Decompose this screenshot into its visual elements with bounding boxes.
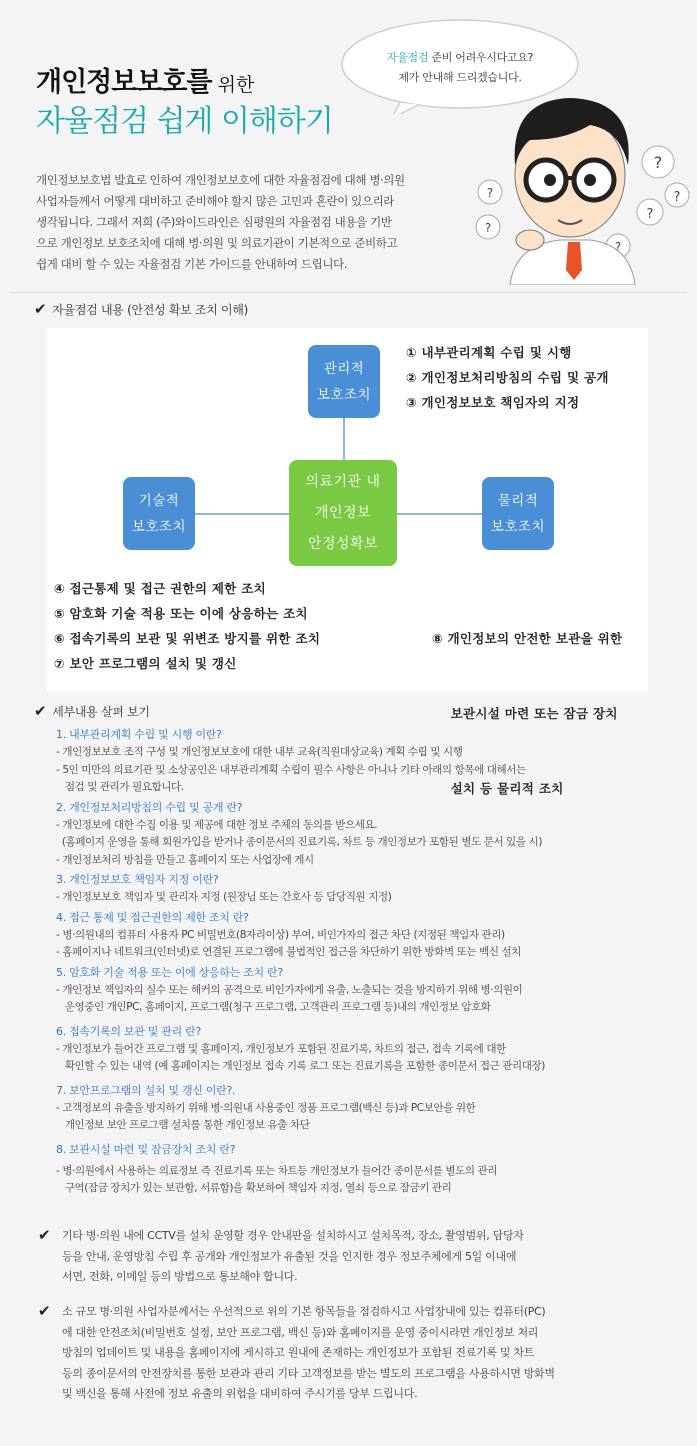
svg-text:?: ?: [484, 221, 492, 235]
checkmark-icon: ✔: [34, 702, 47, 720]
checkmark-icon: ✔: [38, 1226, 51, 1244]
detail-item: 2. 개인정보처리방침의 수립 및 공개 란? - 개인정보에 대한 수집 이용 및 제공에 대한 정보 주체의 동의를 받으세요. (홈페이지 운영을 통해 회원가입을 받거나 종이문서의 진료기록, 차트 등 개인정보가 포함된 별도 문서 있을 시) - 개인정보처리 방침을 만들고 홈페이지 또는 사업장에 게시: [56, 799, 656, 870]
list-item: ⑧ 개인정보의 안전한 보관을 위한: [432, 631, 623, 646]
svg-text:?: ?: [486, 186, 494, 200]
svg-text:?: ?: [653, 153, 663, 172]
section-title-text: 자율점검 내용 (안전성 확보 조치 이해): [52, 302, 248, 317]
cctv-note: 기타 병·의원 내에 CCTV를 설치 운영할 경우 안내판을 설치하시고 설치목적, 장소, 촬영범위, 담당자 등을 안내, 운영방침 수립 후 공개와 개인정보가 유출된 것을 인지한 경우 정보주체에게 5일 이내에 서면, 전화, 이메일 등의 방법으로 통보해야 합니다.: [62, 1229, 524, 1283]
detail-item: 5. 암호화 기술 적용 또는 이에 상응하는 조치 란? - 개인정보 책임자의 실수 또는 해커의 공격으로 비인가자에게 유출, 노출되는 것을 방지하기 위해 병·의원이 운영중인 개인PC, 홈페이지, 프로그램(청구 프로그램, 고객관리 프로그램 등)내의 개인정보 암호화: [56, 964, 656, 1017]
detail-item: 4. 접근 통제 및 접근권한의 제한 조치 란? - 병·의원내의 컴퓨터 사용자 PC 비밀번호(8자리이상) 부여, 비인가자의 접근 차단 (지정된 책임자 관리) - 홈페이지나 네트워크(인터넷)로 연결된 프로그램에 불법적인 접근을 차단하기 위한 방화벽 또는 백신 설치: [56, 909, 656, 962]
detail-heading: 1. 내부관리계획 수립 및 시행 이란?: [56, 728, 222, 741]
intro-line: 사업자들께서 어떻게 대비하고 준비해야 할지 많은 고민과 혼란이 있으리라: [36, 194, 395, 208]
list-item: ⑥ 접속기록의 보관 및 위변조 방지를 위한 조치: [54, 631, 321, 646]
admin-protection-box: 관리적 보호조치: [308, 345, 380, 418]
intro-line: 개인정보보호법 발효로 인하여 개인정보보호에 대한 자율점검에 대해 병·의원: [36, 173, 405, 187]
detail-item: 1. 내부관리계획 수립 및 시행 이란? - 개인정보보호 조직 구성 및 개인정보보호에 대한 내부 교육(직원대상교육) 계획 수립 및 시행 - 5인 미만의 의료기관 및 소상공인은 내부관리계획 수립이 필수 사항은 아니나 기타 아래의 항목에 대해서는 점검 및 관리가 필요합니다.: [56, 726, 656, 797]
section-title-details: [34, 702, 150, 720]
list-item: 설치 등 물리적 조치: [432, 781, 564, 796]
divider: [10, 292, 687, 293]
tech-items-list: [54, 576, 320, 676]
list-item: ⑤ 암호화 기술 적용 또는 이에 상응하는 조치: [54, 606, 308, 621]
detail-heading: 3. 개인정보보호 책임자 지정 이란?: [56, 873, 219, 886]
title-strong: 개인정보보호를: [36, 67, 212, 98]
intro-line: 쉽게 대비 할 수 있는 자율점검 기본 가이드를 안내하여 드립니다.: [36, 257, 347, 271]
list-item: ① 내부관리계획 수립 및 시행: [406, 345, 572, 360]
header: [0, 0, 697, 290]
section-title-checklist: [34, 300, 248, 318]
bubble-line2: 제가 안내해 드리겠습니다.: [398, 71, 522, 84]
bubble-line1: 준비 어려우시다고요?: [428, 51, 534, 64]
list-item: ③ 개인정보보호 책임자의 지정: [406, 395, 580, 410]
detail-item: 3. 개인정보보호 책임자 지정 이란? - 개인정보보호 책임자 및 관리자 지정 (원장님 또는 간호사 등 담당직원 지정): [56, 871, 656, 907]
admin-items-list: [406, 340, 609, 415]
tech-protection-box: 기술적 보호조치: [123, 477, 195, 550]
connector-line: [397, 513, 483, 515]
connector-line: [343, 418, 345, 460]
details-list: [56, 724, 656, 1198]
character-illustration: [470, 70, 690, 285]
physical-protection-box: 물리적 보호조치: [482, 477, 554, 550]
center-box: 의료기관 내 개인정보 안정성확보: [289, 460, 397, 566]
page-title: [36, 60, 254, 99]
detail-heading: 4. 접근 통제 및 접근권한의 제한 조치 란?: [56, 910, 249, 924]
list-item: 보관시설 마련 또는 잠금 장치: [432, 706, 618, 721]
detail-heading: 7. 보안프로그램의 설치 및 갱신 이란?.: [56, 1083, 236, 1097]
intro-line: 으로 개인정보 보호조치에 대해 병·의원 및 의료기관이 기본적으로 준비하고: [36, 236, 398, 250]
list-item: ④ 접근통제 및 접근 권한의 제한 조치: [54, 581, 267, 596]
small-business-note: 소 규모 병·의원 사업자분께서는 우선적으로 위의 기본 항목들을 점검하시고 사업장내에 있는 컴퓨터(PC) 에 대한 안전조치(비밀번호 설정, 보안 프로그램, 백신 등)와 홈페이지를 운영 중이시라면 개인정보 처리 방침의 업데이트 및 내용을 홈페이지에 게시하고 원내에 존재하는 개인정보가 포함된 진료기록 및 차트 등의 종이문서의 안전장치를 통한 보관과 관리 기타 고객정보를 받는 별도의 프로그램을 사용하시면 방화벽 및 백신을 통해 사전에 정보 유출의 위험을 대비하여 주시기를 당부 드립니다.: [62, 1305, 555, 1400]
checkmark-icon: ✔: [34, 300, 47, 318]
detail-heading: 5. 암호화 기술 적용 또는 이에 상응하는 조치 란?: [56, 965, 283, 979]
svg-text:?: ?: [614, 240, 622, 254]
title-small: 위한: [211, 74, 255, 96]
checkmark-icon: ✔: [38, 1302, 51, 1320]
list-item: ⑦ 보안 프로그램의 설치 및 갱신: [54, 656, 237, 671]
detail-item: 8. 보관시설 마련 및 잠금장치 조치 란? - 병·의원에서 사용하는 의료정보 즉 진료기록 또는 차트등 개인정보가 들어간 종이문서를 별도의 관리 구역(잠금 장치가 있는 보관함, 서류함)을 확보하여 책임자 지정, 열쇠 등으로 잠금키 관리: [56, 1141, 656, 1198]
intro-line: 생각됩니다. 그래서 저희 (주)와이드라인은 심평원의 자율점검 내용을 기반: [36, 215, 392, 229]
section-title-text: 세부내용 살펴 보기: [52, 704, 150, 719]
detail-heading: 6. 접속기록의 보관 및 관리 란?: [56, 1024, 202, 1038]
svg-text:?: ?: [673, 190, 681, 205]
connector-line: [179, 513, 289, 515]
svg-text:?: ?: [646, 207, 654, 222]
intro-text: [36, 170, 476, 275]
detail-heading: 8. 보관시설 마련 및 잠금장치 조치 란?: [56, 1142, 236, 1156]
detail-item: 7. 보안프로그램의 설치 및 갱신 이란?. - 고객정보의 유출을 방지하기 위해 병·의원내 사용중인 정품 프로그램(백신 등)과 PC보안을 위한 개인정보 보안 프로그램 설치를 통한 개인정보 유출 차단: [56, 1082, 656, 1135]
list-item: ② 개인정보처리방침의 수립 및 공개: [406, 370, 609, 385]
detail-item: 6. 접속기록의 보관 및 관리 란? - 개인정보가 들어간 프로그램 및 홈페이지, 개인정보가 포함된 진료기록, 차트의 접근, 접속 기록에 대한 확인할 수 있는 내역 (예 홈페이지는 개인정보 접속 기록 로그 또는 진료기록을 포함한 종이문서 접근 관리대장): [56, 1023, 656, 1076]
detail-heading: 2. 개인정보처리방침의 수립 및 공개 란?: [56, 800, 243, 814]
bubble-accent: 자율점검: [386, 51, 429, 64]
page-subtitle: 자율점검 쉽게 이해하기: [36, 104, 333, 139]
